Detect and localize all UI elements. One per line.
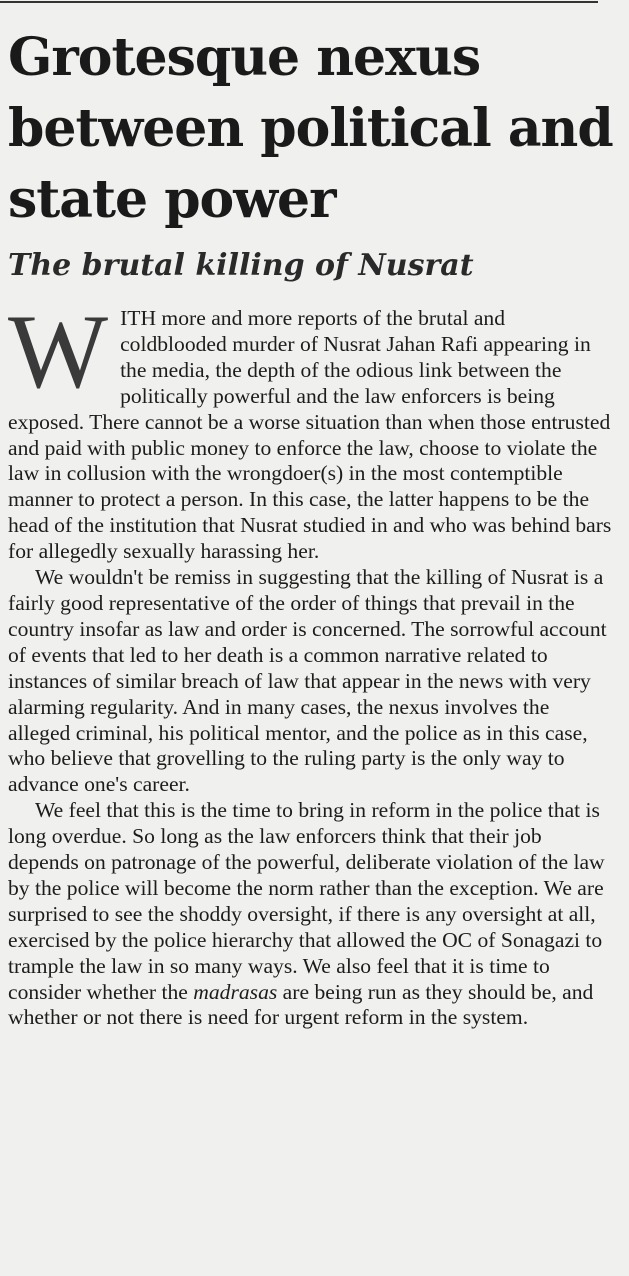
paragraph-2: We wouldn't be remiss in suggesting that the killing of Nusrat is a fairly good representative of the order of things that prevail in the country insofar as law and order is concerned. The sorrowful account of events that led to her death is a common narrative related to instances of similar breach of law that appear in the news with very alarming regularity. And in many cases, the nexus involves the alleged criminal, his political mentor, and the police as in this case, who believe that grovelling to the ruling party is the only way to advance one's career. — [8, 565, 607, 797]
paragraph-3-text-b: are being run as they should be, and whether or not there is need for urgent reform in the system. — [8, 979, 594, 1030]
paragraph-3-emphasis: madrasas — [193, 979, 278, 1004]
top-rule — [0, 1, 598, 3]
subhead: The brutal killing of Nusrat — [8, 248, 474, 283]
paragraph-1-text: ITH more and more reports of the brutal and coldblooded murder of Nusrat Jahan Rafi appearing in the media, the depth of the odious link between the politically powerful and the law enforcers is being exposed. There cannot be a worse situation than when those entrusted and paid with public money to enforce the law, choose to violate the law in collusion with the wrongdoer(s) in the most contemptible manner to protect a person. In this case, the latter happens to be the head of the institution that Nusrat studied in and who was behind bars for allegedly sexually harassing her. — [8, 306, 612, 564]
paragraph-3-text-a: We feel that this is the time to bring in reform in the police that is long overdue. So long as the law enforcers think that their job depends on patronage of the powerful, deliberate violation of the law by the police will become the norm rather than the exception. We are surprised to see the shoddy oversight, if there is any oversight at all, exercised by the police hierarchy that allowed the OC of Sonagazi to trample the law in so many ways. We also feel that it is time to consider whether the — [8, 798, 605, 1004]
drop-cap: W — [8, 293, 109, 410]
paragraph-1 — [8, 293, 615, 565]
headline: Grotesque nexus between political and state power — [8, 27, 613, 230]
article-body — [8, 293, 615, 1031]
paragraph-3 — [8, 798, 615, 1031]
